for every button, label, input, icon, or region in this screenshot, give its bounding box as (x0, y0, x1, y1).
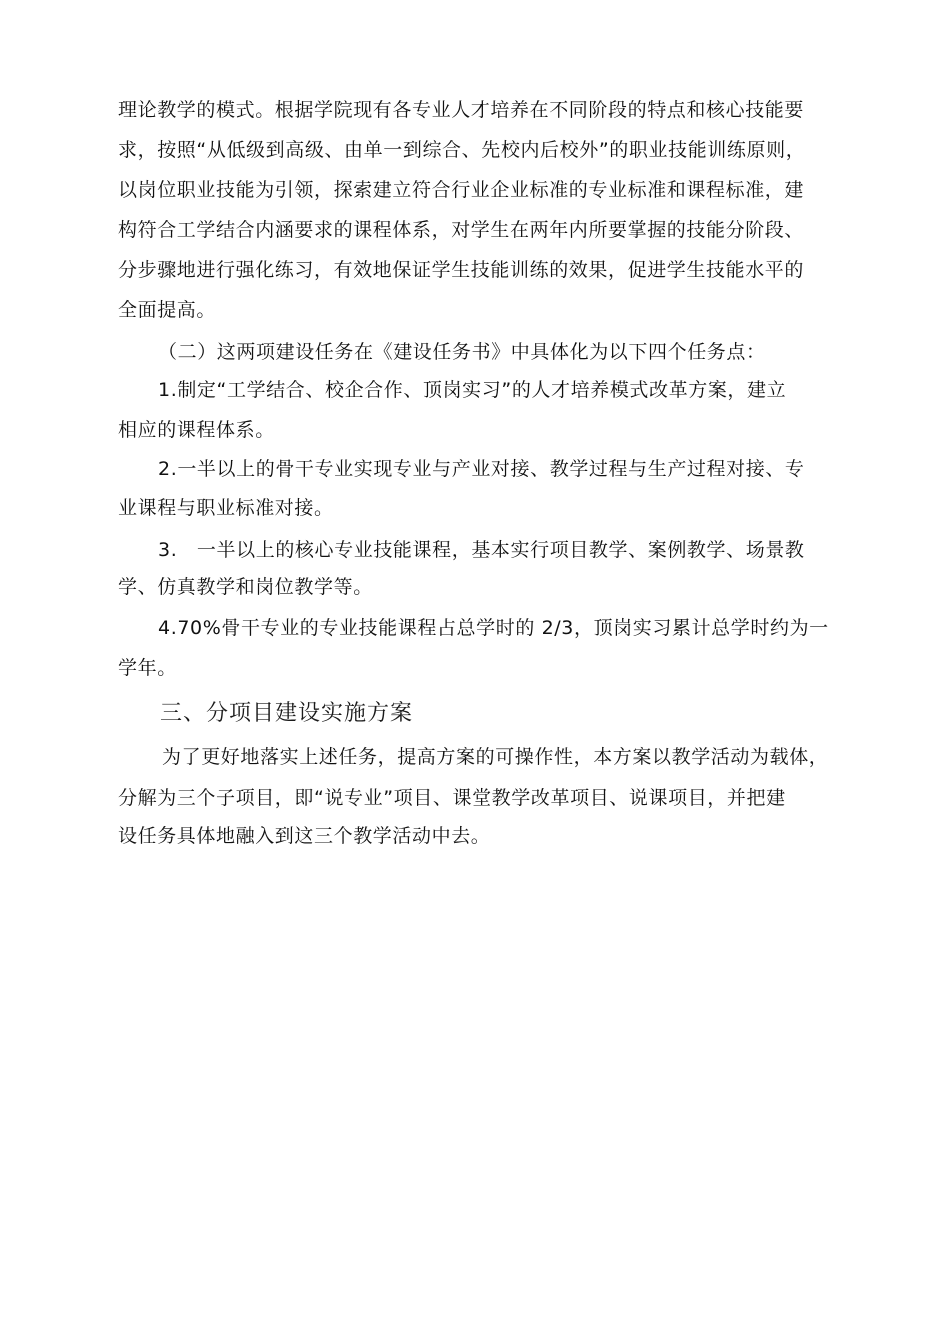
text-line: 业课程与职业标准对接。 (118, 497, 334, 519)
text-line: 为了更好地落实上述任务，提高方案的可操作性，本方案以教学活动为载体， (162, 746, 829, 768)
text-line: 设任务具体地融入到这三个教学活动中去。 (118, 825, 491, 847)
text-line: 2.一半以上的骨干专业实现专业与产业对接、教学过程与生产过程对接、专 (158, 458, 805, 480)
section-two-intro: （二）这两项建设任务在《建设任务书》中具体化为以下四个任务点： (158, 341, 766, 363)
text-line: 以岗位职业技能为引领，探索建立符合行业企业标准的专业标准和课程标准，建 (118, 179, 805, 201)
text-line: 分步骤地进行强化练习，有效地保证学生技能训练的效果，促进学生技能水平的 (118, 259, 805, 281)
text-line: 理论教学的模式。根据学院现有各专业人才培养在不同阶段的特点和核心技能要 (118, 99, 805, 121)
text-line: 构符合工学结合内涵要求的课程体系，对学生在两年内所要掌握的技能分阶段、 (118, 219, 805, 241)
text-line: 4.70%骨干专业的专业技能课程占总学时的 2/3，顶岗实习累计总学时约为一 (158, 617, 829, 639)
text-line: 学、仿真教学和岗位教学等。 (118, 576, 373, 598)
text-line: 学年。 (118, 657, 177, 679)
text-line: 1.制定“工学结合、校企合作、顶岗实习”的人才培养模式改革方案，建立 (158, 379, 787, 401)
text-line: 相应的课程体系。 (118, 419, 275, 441)
text-line: 分解为三个子项目，即“说专业”项目、课堂教学改革项目、说课项目，并把建 (118, 787, 786, 809)
section-three-heading: 三、分项目建设实施方案 (160, 701, 414, 726)
text-line: 求，按照“从低级到高级、由单一到综合、先校内后校外”的职业技能训练原则， (118, 139, 806, 161)
text-line: 全面提高。 (118, 299, 217, 321)
text-line: 3. 一半以上的核心专业技能课程，基本实行项目教学、案例教学、场景教 (158, 539, 805, 561)
